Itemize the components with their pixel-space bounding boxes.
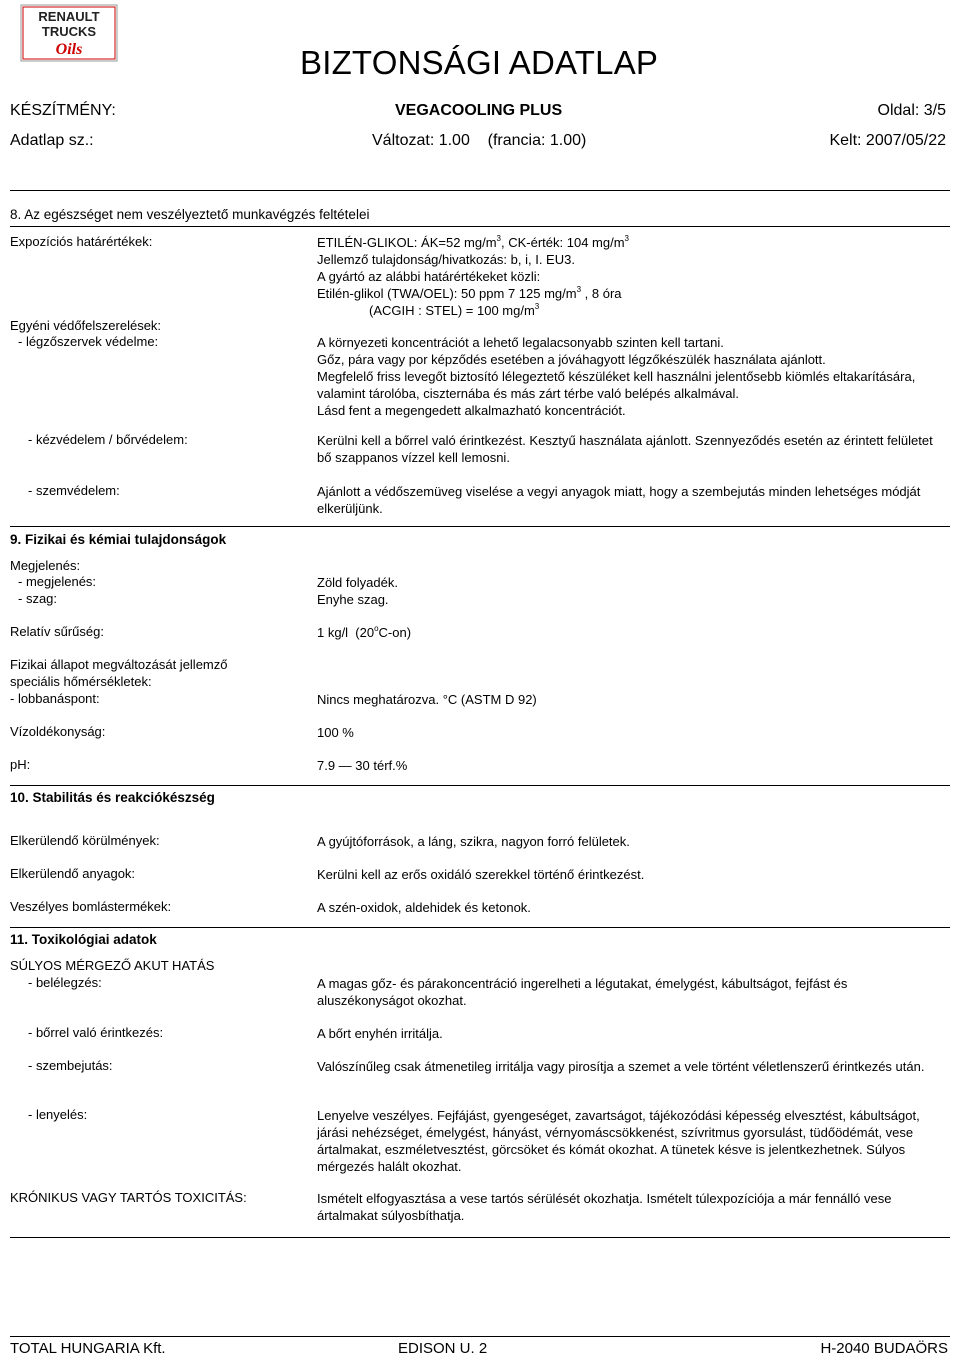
smell-value: Enyhe szag. (317, 592, 389, 607)
look-value: Zöld folyadék. (317, 575, 398, 590)
decomposition-label: Veszélyes bomlástermékek: (10, 899, 172, 914)
smell-label: - szag: (18, 591, 58, 606)
density-value: 1 kg/l (20$^o$C-on) (317, 624, 412, 640)
section-11-divider-bottom (10, 1237, 950, 1238)
section-10-title: 10. Stabilitás és reakciókészség (10, 790, 215, 805)
section-9-divider-top (10, 526, 950, 527)
eye-protection-label: - szemvédelem: (28, 483, 120, 498)
ppe-label: Egyéni védőfelszerelések: (10, 318, 162, 333)
ph-value: 7.9 — 30 térf.% (317, 758, 408, 773)
respiratory-protection-label: - légzőszervek védelme: (18, 334, 159, 349)
water-solubility-value: 100 % (317, 725, 354, 740)
footer-divider (10, 1336, 950, 1337)
hand-protection-label: - kézvédelem / bőrvédelem: (28, 432, 188, 447)
document-title: BIZTONSÁGI ADATLAP (300, 44, 659, 81)
hand-protection-value: Kerülni kell a bőrrel való érintkezést. Kesztyű használata ajánlott. Szennyeződés esetén az érintett felületet bő szappanos vízzel kell lemosni. (317, 433, 933, 465)
section-8-title: 8. Az egészséget nem veszélyeztető munkavégzés feltételei (10, 207, 370, 222)
logo-line-1: RENAULT (38, 9, 100, 24)
inhalation-value: A magas gőz- és párakoncentráció ingerelheti a légutakat, émelygést, kábultságot, fejfást és aluszékonyságot okozhat. (317, 976, 848, 1008)
section-10-divider-top (10, 785, 950, 786)
respiratory-protection-value: A környezeti koncentrációt a lehető legalacsonyabb szinten kell tartani. Gőz, pára vagy por képződés esetében a jóváhagyott légzőkészülék használata ajánlott. Megfelelő friss levegőt biztosító lélegeztető készüléket kell használni jelentősebb kiömlés eltakarítására, valamint tárolóba, ciszternába és más zárt térbe való belépés alkalmával. Lásd fent a megengedett alkalmazható koncentrációt. (317, 335, 916, 418)
chronic-toxicity-label: KRÓNIKUS VAGY TARTÓS TOXICITÁS: (10, 1190, 247, 1205)
density-label: Relatív sűrűség: (10, 624, 104, 639)
flash-point-label: - lobbanáspont: (10, 691, 100, 706)
avoid-materials-label: Elkerülendő anyagok: (10, 866, 136, 881)
section-11-divider-top (10, 927, 950, 928)
inhalation-label: - belélegzés: (28, 975, 102, 990)
eye-contact-label: - szembejutás: (28, 1058, 113, 1073)
page-number: Oldal: 3/5 (877, 102, 946, 119)
section-8-divider (10, 226, 950, 227)
eye-contact-value: Valószínűleg csak átmenetileg irritálja vagy pirosítja a szemet a vele történt véletlenszerű érintkezés után. (317, 1059, 925, 1074)
avoid-materials-value: Kerülni kell az erős oxidáló szerekkel történő érintkezést. (317, 867, 645, 882)
skin-contact-value: A bőrt enyhén irritálja. (317, 1026, 443, 1041)
logo-line-2: TRUCKS (41, 24, 97, 39)
ingestion-label: - lenyelés: (28, 1107, 88, 1122)
section-9-title: 9. Fizikai és kémiai tulajdonságok (10, 532, 227, 547)
eye-protection-value: Ajánlott a védőszemüveg viselése a vegyi anyagok miatt, hogy a szembejutás minden lehetséges módját elkerüljünk. (317, 484, 921, 516)
phase-change-label-2: speciális hőmérsékletek: (10, 674, 152, 689)
chronic-toxicity-value: Ismételt elfogyasztása a vese tartós sérülését okozhatja. Ismételt túlexpozíciója a már fennálló vese ártalmakat súlyosbíthatja. (317, 1191, 892, 1223)
sheet-number-label: Adatlap sz.: (10, 132, 94, 149)
renault-trucks-oils-logo (20, 4, 118, 62)
product-name: VEGACOOLING PLUS (395, 102, 563, 119)
avoid-conditions-label: Elkerülendő körülmények: (10, 833, 160, 848)
footer-city: H-2040 BUDAÖRS (820, 1340, 948, 1357)
phase-change-label-1: Fizikai állapot megváltozását jellemző (10, 657, 228, 672)
skin-contact-label: - bőrrel való érintkezés: (28, 1025, 164, 1040)
appearance-label: Megjelenés: (10, 558, 81, 573)
ingestion-value: Lenyelve veszélyes. Fejfájást, gyengeséget, zavartságot, tájékozódási képesség elvesztést, kábultságot, járási nehézséget, émelygést, hányást, vérnyomáscsökkenést, szívritmus gyorsulást, tüdőödémát, vese ártalmakat, eszméletvesztést, görcsöket és kómát okozhat. A tünetek késve is jelentkezhetnek. Súlyos mérgezés halált okozhat. (317, 1108, 920, 1174)
ph-label: pH: (10, 757, 31, 772)
avoid-conditions-value: A gyújtóforrások, a láng, szikra, nagyon forró felületek. (317, 834, 630, 849)
acute-effects-label: SÚLYOS MÉRGEZŐ AKUT HATÁS (10, 958, 215, 973)
section-11-title: 11. Toxikológiai adatok (10, 932, 157, 947)
maker-label: KÉSZÍTMÉNY: (10, 102, 116, 119)
footer-company: TOTAL HUNGARIA Kft. (10, 1340, 166, 1357)
issue-date: Kelt: 2007/05/22 (829, 132, 946, 149)
version: Változat: 1.00 (francia: 1.00) (372, 132, 587, 149)
exposure-limits-value: ETILÉN-GLIKOL: ÁK=52 $mg/m^3$, CK-érték: 104 $mg/m^3$ Jellemző tulajdonság/hivatkozás: b, i, I. EU3. A gyártó az alábbi határértékeket közli: Etilén-glikol (TWA/OEL): 50 ppm 7 125 $mg/m^3$ , 8 óra (ACGIH : STEL) = 100 $mg/m^3$ (317, 234, 629, 318)
water-solubility-label: Vízoldékonyság: (10, 724, 106, 739)
decomposition-value: A szén-oxidok, aldehidek és ketonok. (317, 900, 531, 915)
look-label: - megjelenés: (18, 574, 97, 589)
footer-street: EDISON U. 2 (398, 1340, 488, 1357)
flash-point-value: Nincs meghatározva. °C (ASTM D 92) (317, 692, 537, 707)
header-divider (10, 190, 950, 191)
logo-line-3: Oils (55, 41, 83, 58)
exposure-limits-label: Expozíciós határértékek: (10, 234, 153, 249)
